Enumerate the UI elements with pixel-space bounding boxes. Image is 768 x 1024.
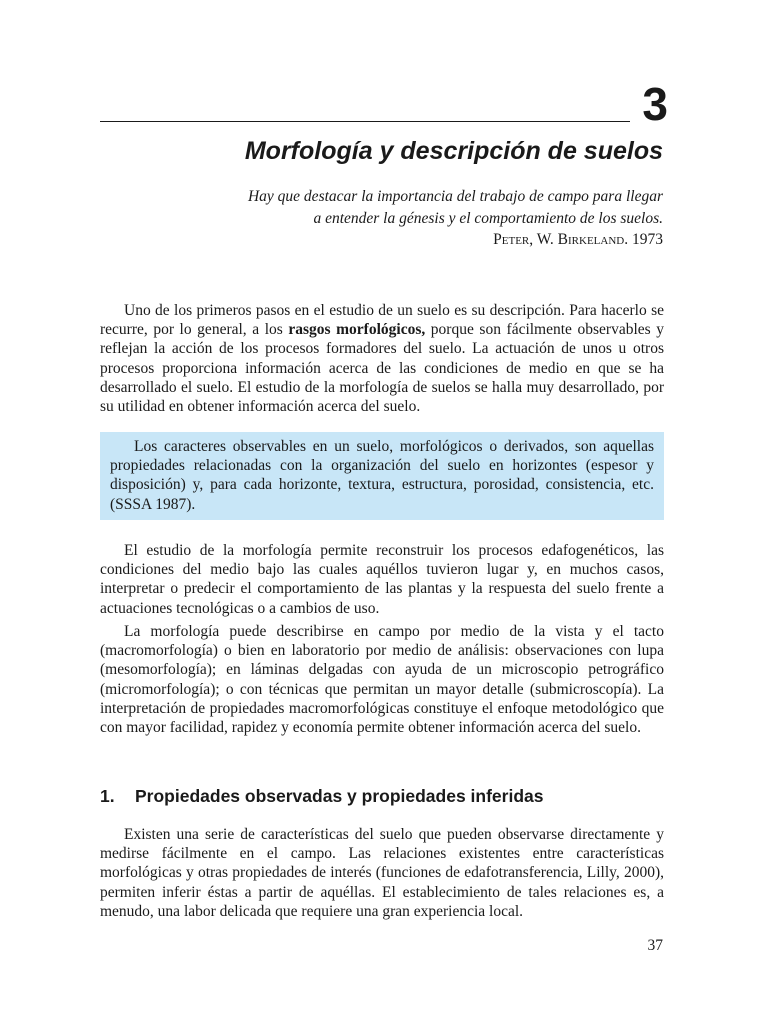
epigraph-attribution	[143, 229, 663, 251]
chapter-title: Morfología y descripción de suelos	[244, 137, 663, 165]
epigraph-author: Peter, W. Birkeland	[493, 231, 625, 248]
definition-text	[110, 437, 654, 514]
paragraph-section-1	[100, 825, 664, 921]
paragraph-intro-bold: rasgos morfológicos,	[288, 321, 426, 339]
chapter-number: 3	[642, 78, 668, 130]
epigraph-line-1: Hay que destacar la importancia del trabajo de campo para llegar	[247, 188, 663, 205]
paragraph-intro-start: Uno de los primeros pasos en el estudio de un suelo es su descripción. Para hacerlo se recurre, por lo general, a los	[100, 302, 664, 339]
definition-body: Los caracteres observables en un suelo, morfológicos o derivados, son aquellas propiedades relacionadas con la organización del suelo en horizontes (espesor y disposición) y, para cada horizonte, textura, estructura, porosidad, consistencia, etc. (SSSA 1987).	[110, 438, 654, 513]
paragraph-intro-end: porque son fácilmente observables y reflejan la acción de los procesos formadores del suelo. La actuación de unos u otros procesos proporciona información acerca de las condiciones de medio en que se ha desarrollado el suelo. El estudio de la morfología de suelos se halla muy desarrollado, por su utilidad en obtener información acerca del suelo.	[100, 321, 664, 416]
page-number: 37	[647, 937, 663, 954]
epigraph	[143, 186, 663, 251]
section-title: Propiedades observadas y propiedades inferidas	[135, 786, 544, 806]
paragraph-intro	[100, 301, 664, 416]
definition-box	[100, 432, 664, 520]
paragraph-morphology-methods	[100, 622, 664, 737]
paragraph-morphology-methods-text: La morfología puede describirse en campo por medio de la vista y el tacto (macromorfología) o bien en laboratorio por medio de análisis: observaciones con lupa (mesomorfología); en láminas delgadas con ayuda de un microscopio petrográfico (micromorfología); o con técnicas que permitan un mayor detalle (submicroscopía). La interpretación de propiedades macromorfológicas constituye el enfoque metodológico que con mayor facilidad, rapidez y economía permite obtener información acerca del suelo.	[100, 623, 664, 737]
paragraph-morphology-study	[100, 541, 664, 618]
epigraph-line-2: a entender la génesis y el comportamiento de los suelos.	[313, 209, 663, 227]
epigraph-year: . 1973	[624, 231, 663, 248]
section-heading	[100, 784, 543, 808]
section-number: 1.	[100, 786, 115, 806]
paragraph-morphology-study-text: El estudio de la morfología permite reconstruir los procesos edafogenéticos, las condiciones del medio bajo las cuales aquéllos tuvieron lugar y, en muchos casos, interpretar o predecir el comportamiento de las plantas y la respuesta del suelo frente a actuaciones tecnológicas o a cambios de uso.	[100, 542, 664, 617]
paragraph-section-1-text: Existen una serie de características del suelo que pueden observarse directamente y medirse fácilmente en el campo. Las relaciones existentes entre características morfológicas y otras propiedades de interés (funciones de edafotransferencia, Lilly, 2000), permiten inferir éstas a partir de aquéllas. El establecimiento de tales relaciones es, a menudo, una labor delicada que requiere una gran experiencia local.	[100, 826, 664, 920]
chapter-rule	[100, 121, 630, 122]
